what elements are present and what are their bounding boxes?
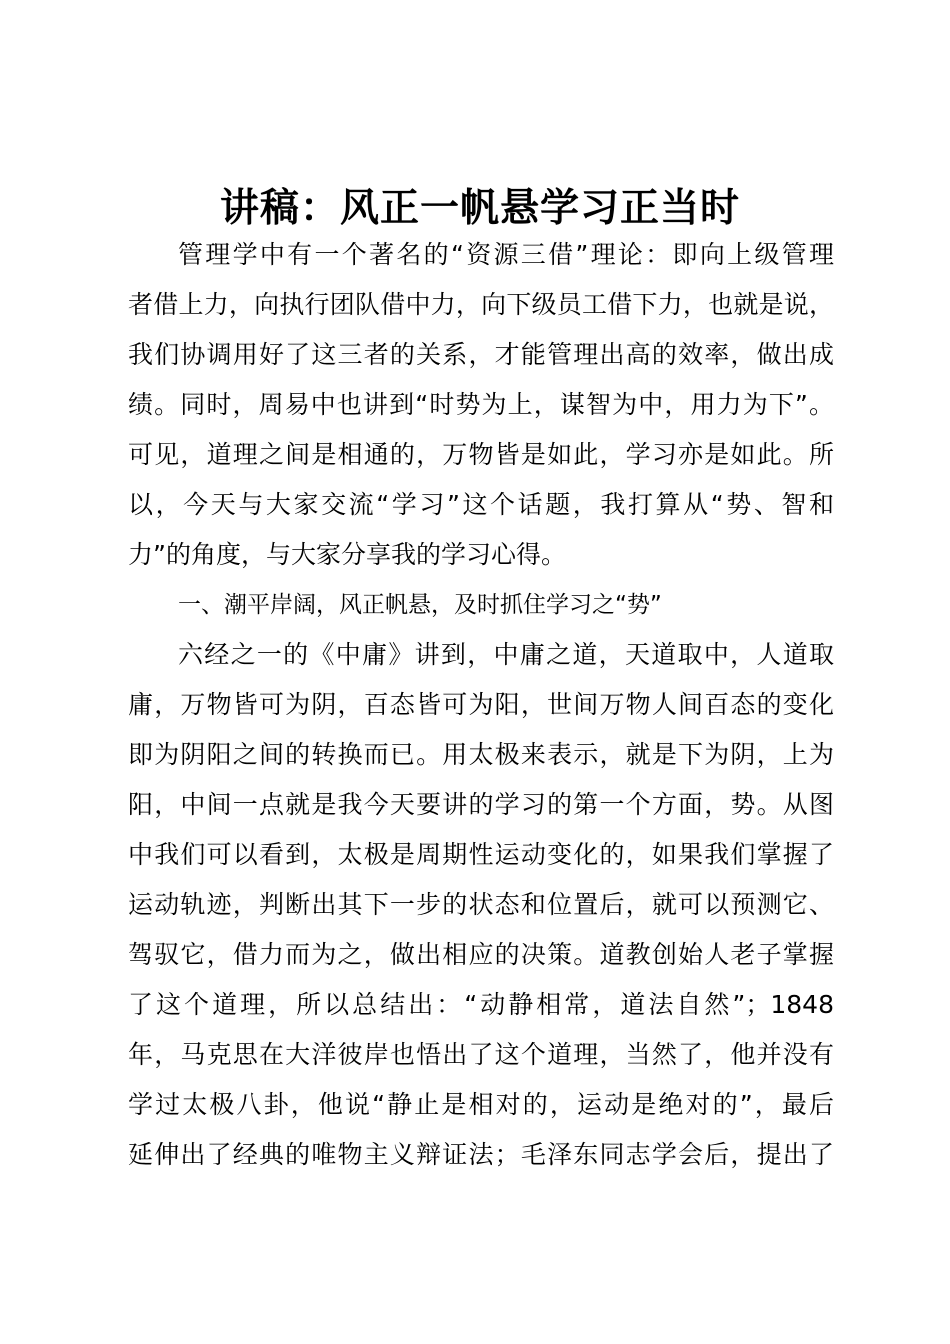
paragraph-line: 驾驭它，借力而为之，做出相应的决策。道教创始人老子掌握 xyxy=(128,940,834,969)
section-heading: 一、潮平岸阔，风正帆悬，及时抓住学习之“势” xyxy=(178,592,662,618)
paragraph-line: 管理学中有一个著名的“资源三借”理论：即向上级管理 xyxy=(178,240,834,269)
paragraph-line: 绩。同时，周易中也讲到“时势为上，谋智为中，用力为下”。 xyxy=(128,390,834,419)
paragraph-line: 庸，万物皆可为阴，百态皆可为阳，世间万物人间百态的变化 xyxy=(128,690,834,719)
paragraph-line: 年，马克思在大洋彼岸也悟出了这个道理，当然了，他并没有 xyxy=(128,1040,834,1069)
paragraph-line: 即为阴阳之间的转换而已。用太极来表示，就是下为阴，上为 xyxy=(128,740,834,769)
paragraph-line: 延伸出了经典的唯物主义辩证法；毛泽东同志学会后，提出了 xyxy=(128,1140,834,1169)
paragraph-line: 者借上力，向执行团队借中力，向下级员工借下力，也就是说， xyxy=(128,290,834,319)
paragraph-line: 可见，道理之间是相通的，万物皆是如此，学习亦是如此。所 xyxy=(128,440,834,469)
paragraph-line: 学过太极八卦，他说“静止是相对的，运动是绝对的”，最后 xyxy=(128,1090,834,1119)
paragraph-line: 了这个道理，所以总结出：“动静相常，道法自然”；1848 xyxy=(128,990,834,1019)
paragraph-line: 运动轨迹，判断出其下一步的状态和位置后，就可以预测它、 xyxy=(128,890,834,919)
paragraph-line: 阳，中间一点就是我今天要讲的学习的第一个方面，势。从图 xyxy=(128,790,834,819)
paragraph-line: 我们协调用好了这三者的关系，才能管理出高的效率，做出成 xyxy=(128,340,834,369)
paragraph-line: 六经之一的《中庸》讲到，中庸之道，天道取中，人道取 xyxy=(178,640,834,669)
paragraph-line: 以，今天与大家交流“学习”这个话题，我打算从“势、智和 xyxy=(128,490,834,519)
document-title: 讲稿：风正一帆悬学习正当时 xyxy=(219,186,740,231)
paragraph-line: 中我们可以看到，太极是周期性运动变化的，如果我们掌握了 xyxy=(128,840,834,869)
paragraph-line: 力”的角度，与大家分享我的学习心得。 xyxy=(128,540,566,569)
